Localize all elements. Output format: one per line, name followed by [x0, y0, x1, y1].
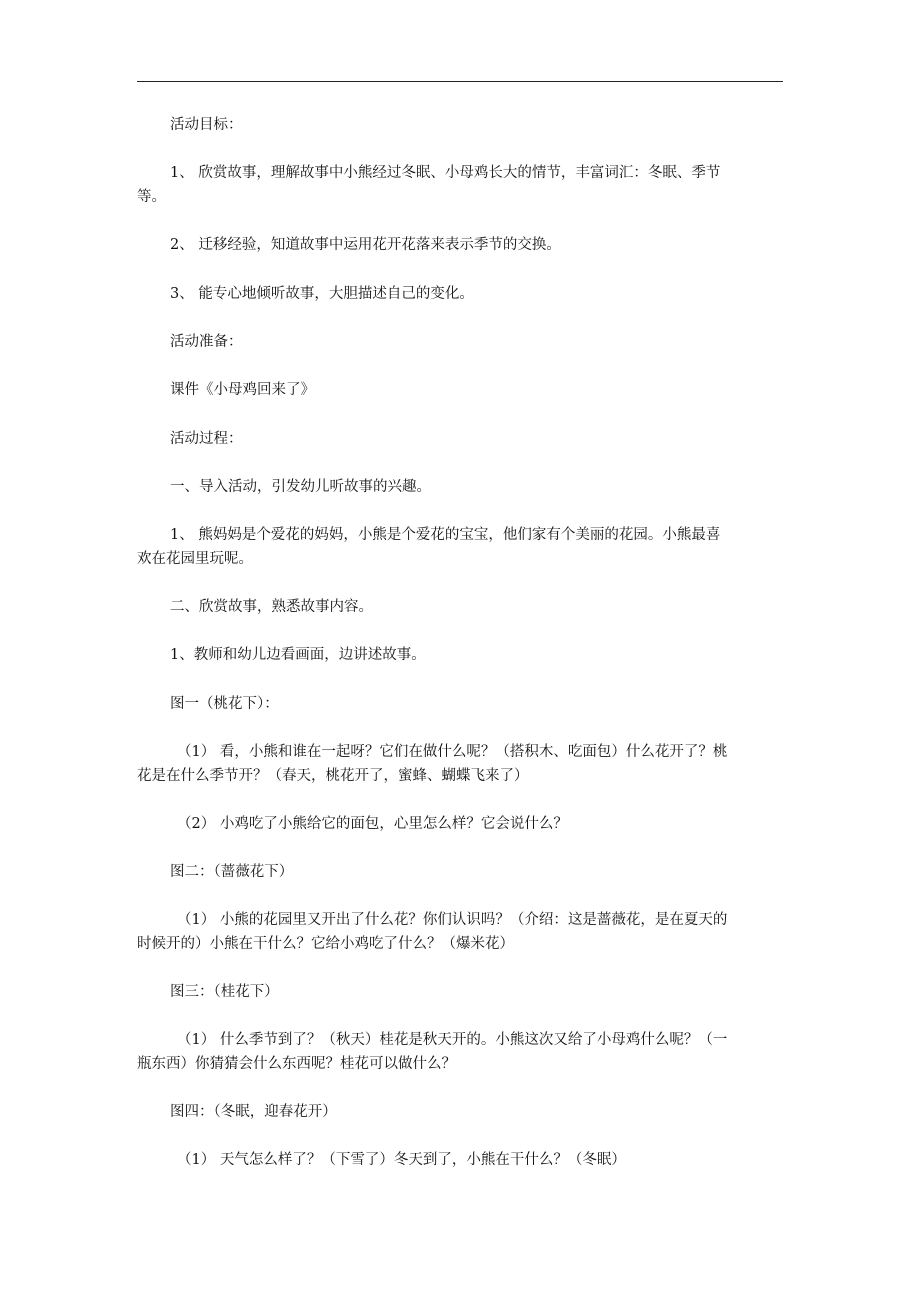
text: 图三：（桂花下）: [170, 984, 279, 1000]
figure-3-q1-line-1: [137, 1028, 783, 1052]
heading-activity-process: [137, 427, 783, 451]
text: 1、 熊妈妈是个爱花的妈妈，小熊是个爱花的宝宝，他们家有个美丽的花园。小熊最喜: [170, 527, 721, 543]
text: （1） 看，小熊和谁在一起呀？它们在做什么呢？（搭积木、吃面包）什么花开了？桃: [177, 744, 728, 760]
figure-1-q1-line-1: [137, 740, 783, 764]
goal-1-line-1: [137, 161, 783, 185]
text: （1） 什么季节到了？（秋天）桂花是秋天开的。小熊这次又给了小母鸡什么呢？（一: [177, 1032, 728, 1048]
figure-4-q1: [137, 1148, 783, 1172]
text: 活动目标：: [170, 117, 243, 133]
text: 等。: [137, 189, 166, 205]
text: 1、 欣赏故事，理解故事中小熊经过冬眠、小母鸡长大的情节，丰富词汇：冬眠、季节: [170, 165, 721, 181]
text: （2） 小鸡吃了小熊给它的面包，心里怎么样？它会说什么？: [177, 816, 568, 832]
section-1-item-1-line-1: [137, 523, 783, 547]
figure-2-q1-line-1: [137, 908, 783, 932]
text: 图二：（蔷薇花下）: [170, 864, 294, 880]
section-2-item-1: [137, 643, 783, 667]
figure-1-q2: [137, 812, 783, 836]
text: 图四：（冬眠，迎春花开）: [170, 1104, 337, 1120]
text: 时候开的）小熊在干什么？它给小鸡吃了什么？（爆米花）: [137, 936, 514, 952]
figure-2-q1-line-2: [137, 932, 783, 956]
text: 花是在什么季节开？（春天，桃花开了，蜜蜂、蝴蝶飞来了）: [137, 768, 529, 784]
text: 欢在花园里玩呢。: [137, 551, 253, 567]
prep-item: [137, 378, 783, 402]
goal-3: [137, 282, 783, 306]
heading-activity-goals: [137, 113, 783, 137]
figure-3-q1-line-2: [137, 1052, 783, 1076]
text: （1） 小熊的花园里又开出了什么花？你们认识吗？（介绍：这是蔷薇花，是在夏天的: [177, 912, 728, 928]
text: （1） 天气怎么样了？（下雪了）冬天到了，小熊在干什么？（冬眠）: [177, 1152, 626, 1168]
section-1-item-1-line-2: [137, 547, 783, 571]
text: 课件《小母鸡回来了》: [170, 382, 315, 398]
goal-1-line-2: [137, 185, 783, 209]
text: 图一（桃花下）：: [170, 696, 279, 712]
goal-2: [137, 233, 783, 257]
figure-1-title: [137, 692, 783, 716]
text: 一、导入活动，引发幼儿听故事的兴趣。: [170, 479, 431, 495]
text: 活动过程：: [170, 431, 243, 447]
heading-activity-prep: [137, 330, 783, 354]
header-rule: [137, 81, 783, 82]
text: 活动准备：: [170, 334, 243, 350]
figure-1-q1-line-2: [137, 764, 783, 788]
text: 1、教师和幼儿边看画面，边讲述故事。: [170, 647, 426, 663]
section-2-title: [137, 595, 783, 619]
text: 瓶东西）你猜猜会什么东西呢？桂花可以做什么？: [137, 1056, 456, 1072]
text: 2、 迁移经验，知道故事中运用花开花落来表示季节的交换。: [170, 237, 561, 253]
figure-2-title: [137, 860, 783, 884]
text: 3、 能专心地倾听故事，大胆描述自己的变化。: [170, 286, 474, 302]
text: 二、欣赏故事，熟悉故事内容。: [170, 599, 373, 615]
figure-4-title: [137, 1100, 783, 1124]
figure-3-title: [137, 980, 783, 1004]
section-1-title: [137, 475, 783, 499]
